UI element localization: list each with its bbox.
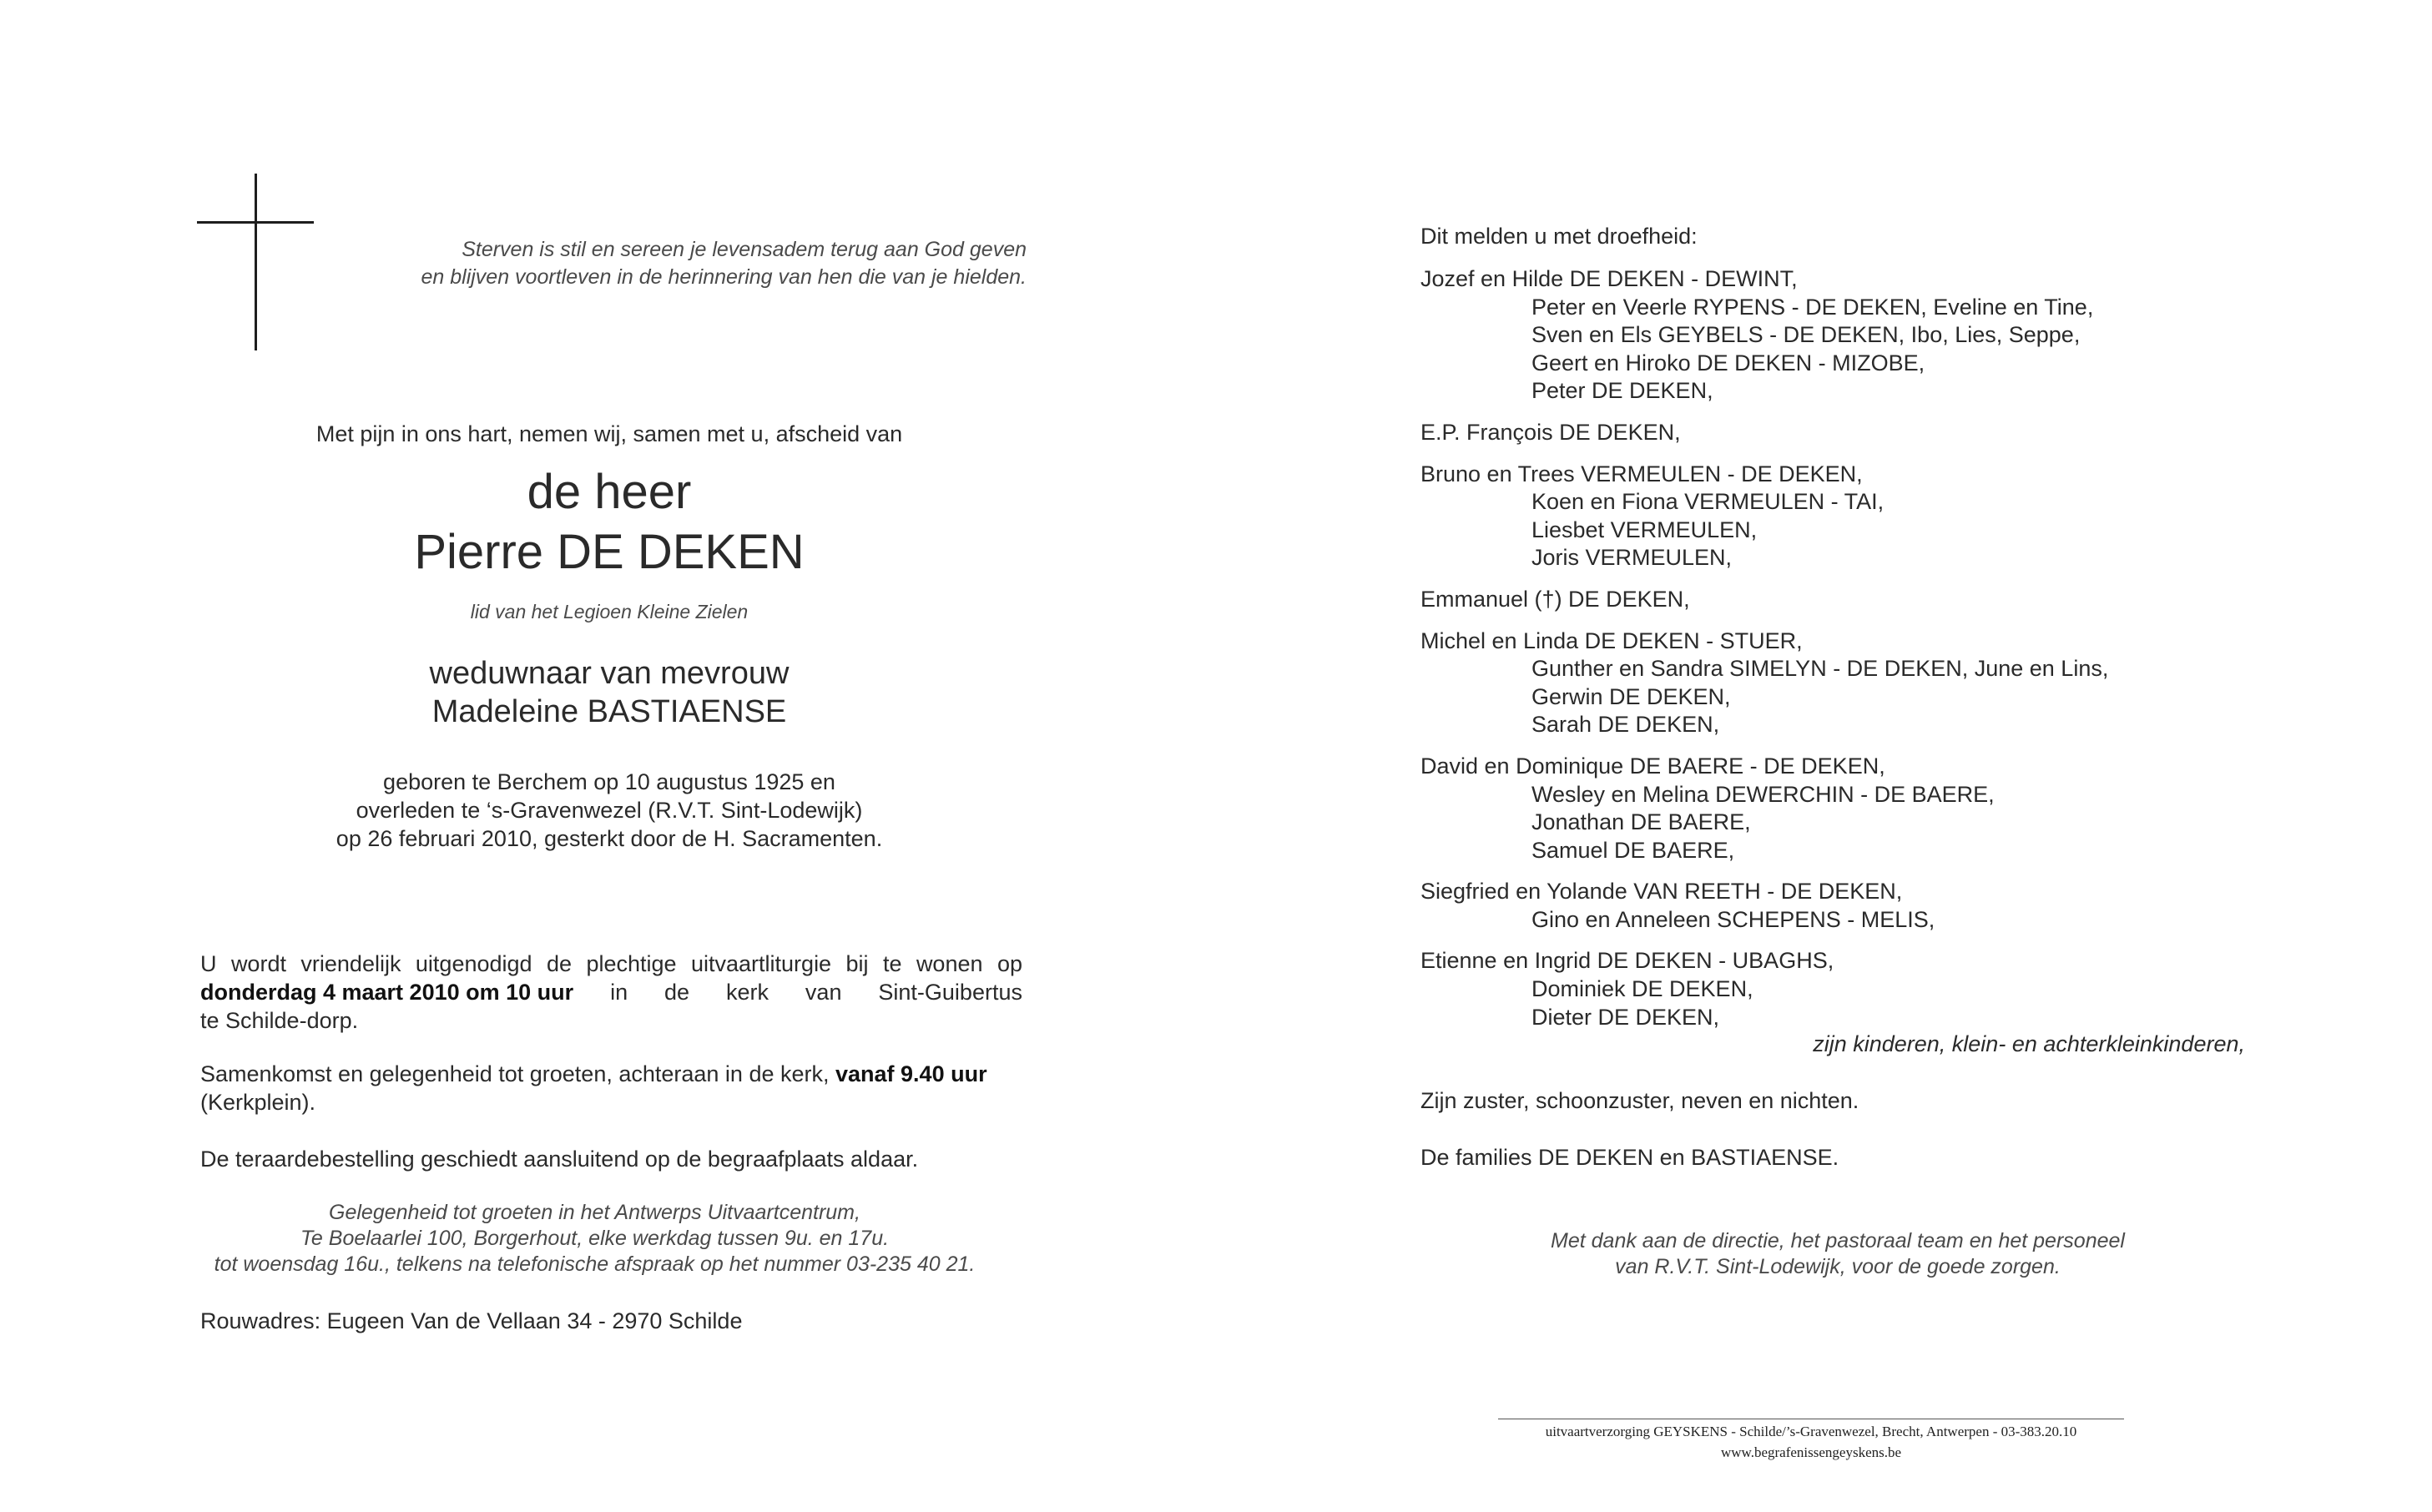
family-head: Siegfried en Yolande VAN REETH - DE DEKEN, (1420, 879, 1903, 905)
family-member: Gunther en Sandra SIMELYN - DE DEKEN, June en Lins, (1531, 656, 2109, 682)
cross-horizontal-bar (197, 221, 314, 224)
intro-text: Met pijn in ons hart, nemen wij, samen met u, afscheid van (315, 421, 903, 446)
family-member: Wesley en Melina DEWERCHIN - DE BAERE, (1531, 781, 1995, 807)
family-member: Koen en Fiona VERMEULEN - TAI, (1531, 489, 1885, 515)
family-head: Jozef en Hilde DE DEKEN - DEWINT, (1420, 266, 1798, 291)
family-head: Michel en Linda DE DEKEN - STUER, (1420, 627, 1803, 653)
family-group (1420, 627, 2255, 739)
family-group (1420, 878, 2255, 934)
family-member: Geert en Hiroko DE DEKEN - MIZOBE, (1531, 350, 1925, 375)
widower-label: weduwnaar van mevrouw (429, 656, 790, 691)
family-head: Bruno en Trees VERMEULEN - DE DEKEN, (1420, 461, 1863, 486)
membership-text: lid van het Legioen Kleine Zielen (470, 601, 749, 622)
family-head: E.P. François DE DEKEN, (1420, 419, 1681, 445)
funeral-date-time: donderdag 4 maart 2010 om 10 uur (200, 980, 574, 1005)
gathering-time: vanaf 9.40 uur (835, 1061, 987, 1086)
deceased-name: Pierre DE DEKEN (414, 525, 805, 579)
family-member: Dieter DE DEKEN, (1531, 1004, 1720, 1030)
undertaker-website: www.begrafenissengeyskens.be (1720, 1444, 1902, 1460)
family-member: Jonathan DE BAERE, (1531, 809, 1751, 835)
funeral-invitation (200, 950, 1022, 1035)
family-member: Dominiek DE DEKEN, (1531, 976, 1753, 1002)
family-member: Gerwin DE DEKEN, (1531, 683, 1731, 709)
death-line: overleden te ‘s-Gravenwezel (R.V.T. Sint-Lodewijk) (356, 798, 863, 823)
opening-quote (351, 236, 1027, 291)
children-label: zijn kinderen, klein- en achterkleinkinderen, (1813, 1031, 2245, 1056)
quote-line: en blijven voortleven in de herinnering van hen die van je hielden. (421, 265, 1027, 289)
family-group (1420, 461, 2255, 572)
family-group (1420, 265, 2255, 406)
thanks-note: Met dank aan de directie, het pastoraal team en het personeel van R.V.T. Sint-Lodewijk, voor de goede zorgen. (1551, 1229, 2125, 1278)
family-member: Gino en Anneleen SCHEPENS - MELIS, (1531, 906, 1935, 932)
quote-line: Sterven is stil en sereen je levensadem terug aan God geven (462, 238, 1027, 261)
mourning-address: Rouwadres: Eugeen Van de Vellaan 34 - 2970 Schilde (200, 1308, 743, 1333)
cross-vertical-bar (255, 174, 257, 350)
undertaker-info: uitvaartverzorging GEYSKENS - Schilde/’s-Gravenwezel, Brecht, Antwerpen - 03-383.20.10 (1545, 1424, 2077, 1439)
gathering-text: Samenkomst en gelegenheid tot groeten, achteraan in de kerk, (200, 1061, 830, 1086)
family-member: Joris VERMEULEN, (1531, 545, 1733, 571)
gathering-place: (Kerkplein). (200, 1090, 316, 1115)
families-line: De families DE DEKEN en BASTIAENSE. (1420, 1145, 1839, 1170)
family-head: David en Dominique DE BAERE - DE DEKEN, (1420, 753, 1885, 779)
birth-death-details (200, 768, 1018, 853)
family-member: Samuel DE BAERE, (1531, 837, 1735, 863)
family-member: Sven en Els GEYBELS - DE DEKEN, Ibo, Lies, Seppe, (1531, 322, 2081, 348)
family-head: Etienne en Ingrid DE DEKEN - UBAGHS, (1420, 948, 1834, 974)
family-group (1420, 753, 2255, 864)
funeral-centre-info: Gelegenheid tot groeten in het Antwerps Uitvaartcentrum, Te Boelaarlei 100, Borgerhout, elke werkdag tussen 9u. en 17u. tot woensdag 16u., telkens na telefonische afspraak op het nummer 03-235 40 21. (214, 1201, 976, 1276)
family-group (1420, 947, 2255, 1031)
family-member: Peter en Veerle RYPENS - DE DEKEN, Eveline en Tine, (1531, 294, 2094, 320)
family-member: Liesbet VERMEULEN, (1531, 517, 1758, 542)
spouse-name: Madeleine BASTIAENSE (431, 694, 787, 729)
announcement-heading: Dit melden u met droefheid: (1420, 224, 1698, 249)
gathering-info (200, 1060, 1022, 1116)
invite-line-2: donderdag 4 maart 2010 om 10 uur in de kerk van Sint-Guibertus (200, 980, 1022, 1005)
birth-line: geboren te Berchem op 10 augustus 1925 en (383, 769, 835, 794)
family-group (1420, 419, 2255, 447)
family-member: Sarah DE DEKEN, (1531, 712, 1720, 738)
deceased-title: de heer (527, 465, 692, 519)
family-list (1420, 265, 2255, 1045)
sister-line: Zijn zuster, schoonzuster, neven en nichten. (1420, 1088, 1859, 1113)
invite-line-1: U wordt vriendelijk uitgenodigd de plechtige uitvaartliturgie bij te wonen op (200, 951, 1022, 976)
burial-info: De teraardebestelling geschiedt aansluitend op de begraafplaats aldaar. (200, 1147, 919, 1172)
family-head: Emmanuel (†) DE DEKEN, (1420, 586, 1690, 612)
date-line: op 26 februari 2010, gesterkt door de H. Sacramenten. (336, 826, 883, 851)
family-group (1420, 586, 2255, 614)
family-member: Peter DE DEKEN, (1531, 378, 1713, 404)
invite-line-3: te Schilde-dorp. (200, 1008, 359, 1033)
